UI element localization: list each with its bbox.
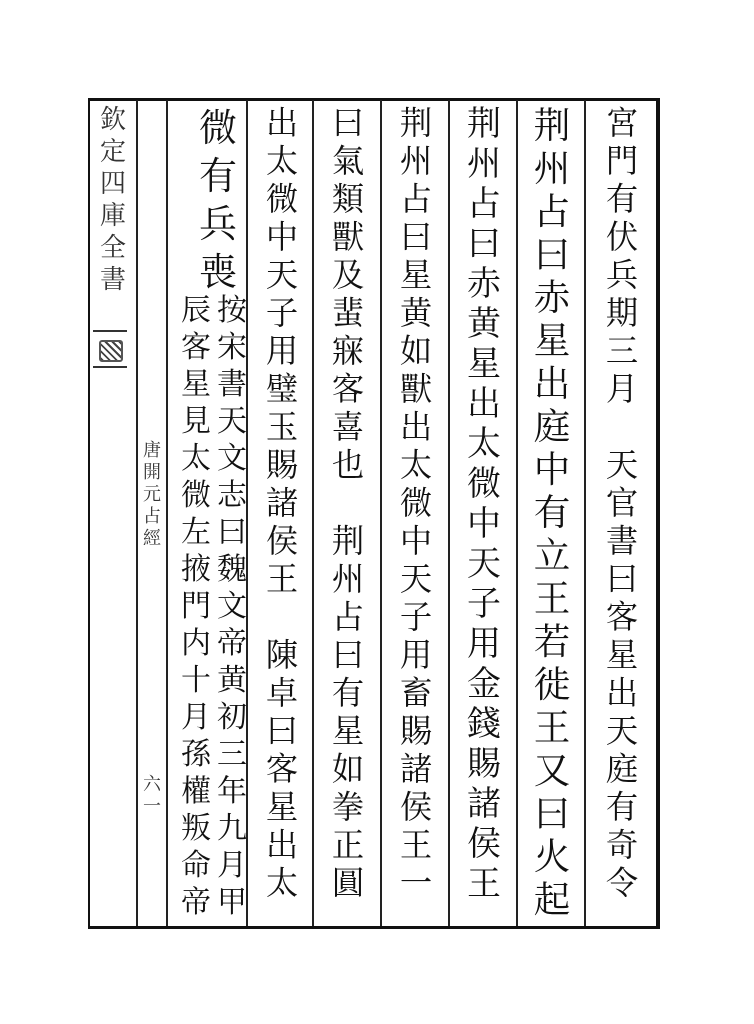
glyph: 微 bbox=[181, 478, 211, 513]
glyph: 占 bbox=[467, 184, 501, 224]
glyph: 庭 bbox=[533, 405, 571, 448]
glyph: 出 bbox=[265, 104, 299, 142]
glyph: 魏 bbox=[217, 552, 247, 587]
glyph: 掖 bbox=[181, 552, 211, 587]
glyph: 客 bbox=[265, 750, 299, 788]
text-column-5 bbox=[322, 104, 374, 922]
glyph: 客 bbox=[331, 370, 365, 408]
glyph: 伏 bbox=[605, 218, 639, 256]
glyph: 見 bbox=[181, 404, 211, 439]
glyph: 金 bbox=[467, 664, 501, 704]
glyph: 璧 bbox=[265, 370, 299, 408]
glyph: 辰 bbox=[181, 293, 211, 328]
glyph: 宋 bbox=[217, 330, 247, 365]
glyph: 一 bbox=[143, 796, 161, 817]
glyph: 子 bbox=[467, 584, 501, 624]
glyph: 火 bbox=[533, 835, 571, 878]
glyph bbox=[617, 408, 627, 446]
glyph: 賜 bbox=[467, 744, 501, 784]
glyph: 如 bbox=[331, 750, 365, 788]
glyph: 有 bbox=[605, 180, 639, 218]
glyph: 玉 bbox=[265, 408, 299, 446]
glyph: 門 bbox=[181, 589, 211, 624]
glyph: 天 bbox=[605, 446, 639, 484]
glyph: 定 bbox=[99, 137, 126, 167]
glyph: 中 bbox=[533, 448, 571, 491]
glyph: 曰 bbox=[533, 233, 571, 276]
glyph: 陳 bbox=[265, 636, 299, 674]
glyph: 有 bbox=[533, 491, 571, 534]
column-divider bbox=[584, 100, 586, 926]
glyph: 九 bbox=[217, 811, 247, 846]
glyph: 六 bbox=[143, 774, 161, 795]
glyph: 喪 bbox=[198, 250, 237, 294]
glyph: 拳 bbox=[331, 788, 365, 826]
glyph: 侯 bbox=[265, 522, 299, 560]
glyph: 庫 bbox=[99, 201, 126, 231]
glyph: 微 bbox=[198, 106, 237, 150]
glyph: 三 bbox=[605, 332, 639, 370]
glyph: 星 bbox=[181, 367, 211, 402]
glyph: 微 bbox=[467, 464, 501, 504]
glyph: 中 bbox=[467, 504, 501, 544]
glyph: 有 bbox=[198, 154, 237, 198]
glyph: 唐 bbox=[143, 440, 161, 461]
glyph: 蜚 bbox=[331, 294, 365, 332]
glyph: 諸 bbox=[399, 750, 433, 788]
glyph: 年 bbox=[217, 774, 247, 809]
glyph: 正 bbox=[331, 826, 365, 864]
glyph: 侯 bbox=[467, 824, 501, 864]
glyph: 赤 bbox=[533, 276, 571, 319]
glyph: 賜 bbox=[265, 446, 299, 484]
glyph: 喜 bbox=[331, 408, 365, 446]
glyph: 兵 bbox=[605, 256, 639, 294]
glyph: 及 bbox=[331, 256, 365, 294]
glyph: 氣 bbox=[331, 142, 365, 180]
glyph: 荆 bbox=[467, 104, 501, 144]
glyph: 初 bbox=[217, 700, 247, 735]
glyph: 侯 bbox=[399, 788, 433, 826]
glyph: 州 bbox=[399, 142, 433, 180]
margin-page-number bbox=[141, 774, 163, 818]
glyph: 如 bbox=[399, 332, 433, 370]
glyph bbox=[343, 484, 353, 522]
glyph: 奇 bbox=[605, 826, 639, 864]
text-column-7 bbox=[192, 104, 244, 304]
glyph: 王 bbox=[399, 826, 433, 864]
glyph: 諸 bbox=[265, 484, 299, 522]
frame-right-border bbox=[656, 98, 660, 929]
glyph: 獸 bbox=[331, 218, 365, 256]
glyph: 曰 bbox=[331, 636, 365, 674]
glyph: 赤 bbox=[467, 264, 501, 304]
margin-collection-label bbox=[94, 104, 132, 296]
glyph: 天 bbox=[399, 560, 433, 598]
glyph: 令 bbox=[605, 864, 639, 902]
glyph: 左 bbox=[181, 515, 211, 550]
glyph: 帝 bbox=[217, 626, 247, 661]
glyph: 出 bbox=[265, 826, 299, 864]
annotation-column-1 bbox=[212, 292, 252, 922]
glyph: 王 bbox=[467, 864, 501, 904]
glyph: 中 bbox=[399, 522, 433, 560]
glyph: 微 bbox=[265, 180, 299, 218]
glyph: 賜 bbox=[399, 712, 433, 750]
glyph: 門 bbox=[605, 142, 639, 180]
glyph: 權 bbox=[181, 774, 211, 809]
glyph: 天 bbox=[217, 404, 247, 439]
glyph: 王 bbox=[533, 577, 571, 620]
glyph: 太 bbox=[467, 424, 501, 464]
glyph: 客 bbox=[605, 598, 639, 636]
annotation-column-2 bbox=[176, 292, 216, 922]
frame-top-border bbox=[88, 98, 660, 101]
glyph: 書 bbox=[217, 367, 247, 402]
glyph: 星 bbox=[265, 788, 299, 826]
glyph: 圓 bbox=[331, 864, 365, 902]
glyph: 起 bbox=[533, 878, 571, 921]
column-divider bbox=[380, 100, 382, 926]
glyph: 志 bbox=[217, 478, 247, 513]
text-column-2 bbox=[526, 104, 578, 922]
glyph: 天 bbox=[467, 544, 501, 584]
frame-bottom-border bbox=[88, 926, 660, 929]
glyph: 星 bbox=[467, 344, 501, 384]
glyph bbox=[277, 598, 287, 636]
glyph: 官 bbox=[605, 484, 639, 522]
glyph: 錢 bbox=[467, 704, 501, 744]
glyph: 書 bbox=[605, 522, 639, 560]
glyph: 太 bbox=[181, 441, 211, 476]
glyph: 曰 bbox=[399, 218, 433, 256]
glyph: 太 bbox=[399, 446, 433, 484]
glyph: 出 bbox=[399, 408, 433, 446]
glyph: 庭 bbox=[605, 750, 639, 788]
glyph: 元 bbox=[143, 484, 161, 505]
glyph: 占 bbox=[399, 180, 433, 218]
glyph: 畜 bbox=[399, 674, 433, 712]
glyph: 有 bbox=[331, 674, 365, 712]
glyph: 命 bbox=[181, 848, 211, 883]
glyph: 州 bbox=[533, 147, 571, 190]
glyph: 宮 bbox=[605, 104, 639, 142]
glyph: 星 bbox=[331, 712, 365, 750]
glyph: 書 bbox=[99, 265, 126, 295]
glyph: 立 bbox=[533, 534, 571, 577]
glyph: 王 bbox=[265, 560, 299, 598]
glyph: 卓 bbox=[265, 674, 299, 712]
glyph: 曰 bbox=[467, 224, 501, 264]
glyph: 按 bbox=[217, 293, 247, 328]
glyph: 經 bbox=[143, 528, 161, 549]
glyph: 欽 bbox=[99, 105, 126, 135]
glyph: 曰 bbox=[331, 104, 365, 142]
glyph: 出 bbox=[605, 674, 639, 712]
glyph: 太 bbox=[265, 864, 299, 902]
glyph: 獸 bbox=[399, 370, 433, 408]
glyph: 甲 bbox=[217, 885, 247, 920]
glyph: 文 bbox=[217, 441, 247, 476]
glyph: 微 bbox=[399, 484, 433, 522]
glyph: 黄 bbox=[399, 294, 433, 332]
glyph: 四 bbox=[99, 169, 126, 199]
glyph: 一 bbox=[399, 864, 433, 902]
glyph: 開 bbox=[143, 462, 161, 483]
glyph: 曰 bbox=[265, 712, 299, 750]
glyph: 占 bbox=[331, 598, 365, 636]
glyph: 徙 bbox=[533, 663, 571, 706]
glyph: 出 bbox=[467, 384, 501, 424]
glyph: 月 bbox=[605, 370, 639, 408]
text-column-1 bbox=[596, 104, 648, 922]
glyph: 用 bbox=[265, 332, 299, 370]
glyph: 曰 bbox=[605, 560, 639, 598]
glyph: 客 bbox=[181, 330, 211, 365]
glyph: 曰 bbox=[217, 515, 247, 550]
glyph: 子 bbox=[399, 598, 433, 636]
column-divider bbox=[166, 100, 168, 926]
glyph: 占 bbox=[143, 506, 161, 527]
glyph: 十 bbox=[181, 663, 211, 698]
glyph: 星 bbox=[605, 636, 639, 674]
glyph: 三 bbox=[217, 737, 247, 772]
glyph: 又 bbox=[533, 749, 571, 792]
glyph: 期 bbox=[605, 294, 639, 332]
glyph: 也 bbox=[331, 446, 365, 484]
glyph: 兵 bbox=[198, 202, 237, 246]
glyph: 若 bbox=[533, 620, 571, 663]
glyph: 州 bbox=[467, 144, 501, 184]
glyph: 類 bbox=[331, 180, 365, 218]
glyph: 黄 bbox=[217, 663, 247, 698]
glyph: 孫 bbox=[181, 737, 211, 772]
glyph: 月 bbox=[217, 848, 247, 883]
glyph: 荆 bbox=[399, 104, 433, 142]
glyph: 占 bbox=[533, 190, 571, 233]
text-column-3 bbox=[458, 104, 510, 922]
glyph: 荆 bbox=[331, 522, 365, 560]
glyph: 黄 bbox=[467, 304, 501, 344]
glyph: 用 bbox=[399, 636, 433, 674]
glyph: 荆 bbox=[533, 104, 571, 147]
glyph: 天 bbox=[265, 256, 299, 294]
glyph: 天 bbox=[605, 712, 639, 750]
glyph: 太 bbox=[265, 142, 299, 180]
glyph: 月 bbox=[181, 700, 211, 735]
column-divider bbox=[448, 100, 450, 926]
glyph: 王 bbox=[533, 706, 571, 749]
text-column-4 bbox=[390, 104, 442, 922]
glyph: 子 bbox=[265, 294, 299, 332]
column-divider bbox=[516, 100, 518, 926]
glyph: 帝 bbox=[181, 885, 211, 920]
fish-tail-mark-icon bbox=[93, 330, 127, 368]
glyph: 㝥 bbox=[331, 332, 365, 370]
glyph: 諸 bbox=[467, 784, 501, 824]
glyph: 中 bbox=[265, 218, 299, 256]
column-divider bbox=[312, 100, 314, 926]
glyph: 内 bbox=[181, 626, 211, 661]
glyph: 用 bbox=[467, 624, 501, 664]
text-column-6 bbox=[256, 104, 308, 922]
glyph: 曰 bbox=[533, 792, 571, 835]
glyph: 星 bbox=[533, 319, 571, 362]
glyph: 有 bbox=[605, 788, 639, 826]
column-divider bbox=[136, 100, 138, 926]
glyph: 州 bbox=[331, 560, 365, 598]
glyph: 出 bbox=[533, 362, 571, 405]
glyph: 叛 bbox=[181, 811, 211, 846]
margin-book-title bbox=[141, 440, 163, 550]
glyph: 文 bbox=[217, 589, 247, 624]
glyph: 星 bbox=[399, 256, 433, 294]
glyph: 全 bbox=[99, 233, 126, 263]
